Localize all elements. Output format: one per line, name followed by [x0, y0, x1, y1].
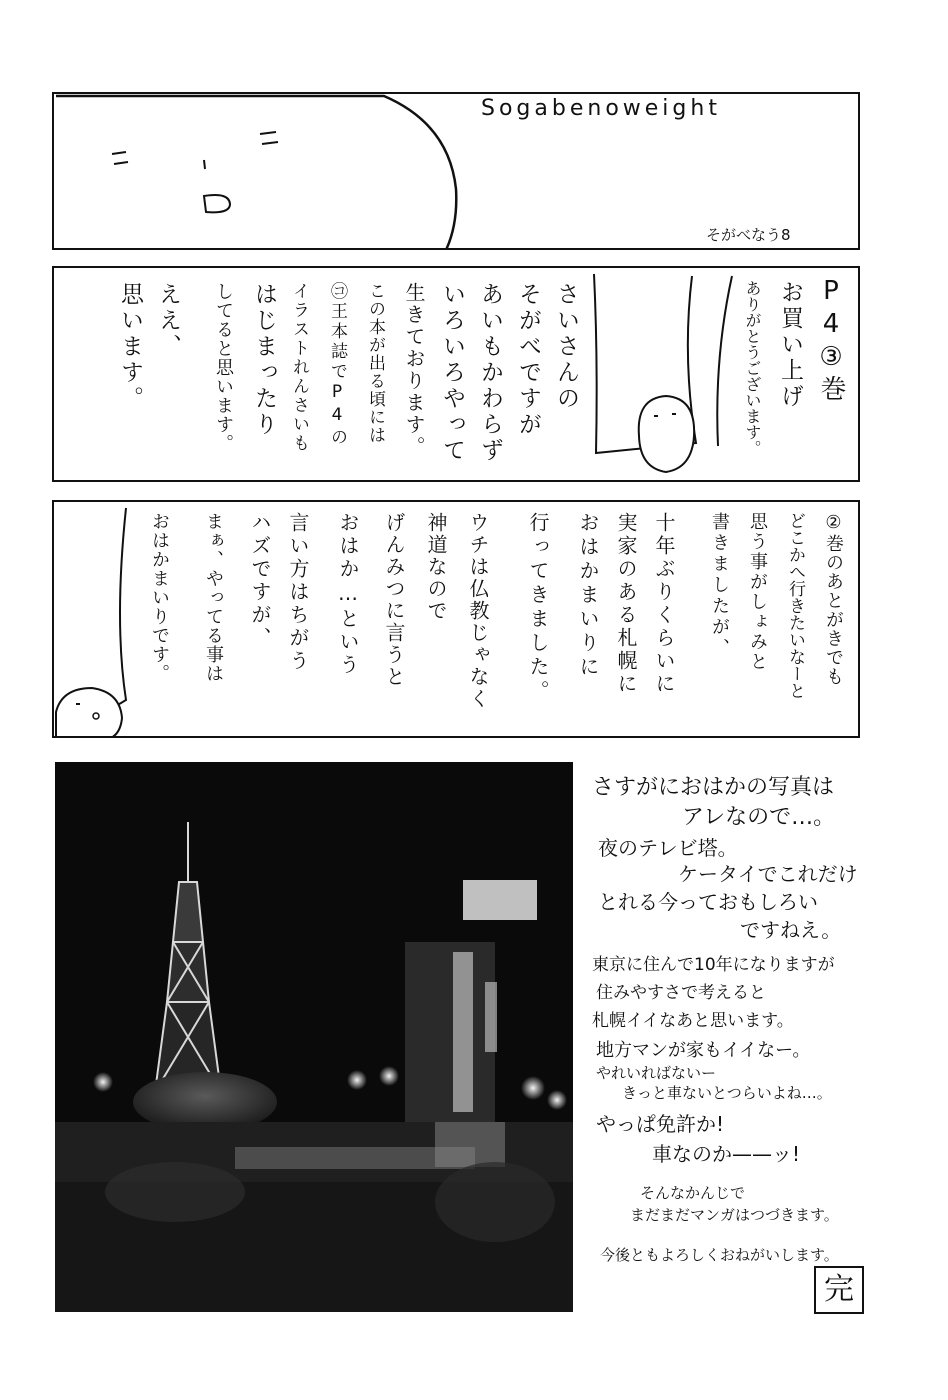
greeting-col-11: イラストれんさいも [289, 282, 309, 453]
note-line-16: まだまだマンガはつづきます。 [630, 1206, 839, 1224]
trip-col-6: 実家のある札幌に [614, 512, 638, 696]
note-line-6: ですねえ。 [740, 918, 842, 942]
note-line-9: 札幌イイなあと思います。 [592, 1011, 794, 1031]
face-eye-right-1 [260, 132, 276, 134]
greeting-col-3: ありがとうございます。 [743, 280, 762, 456]
trip-col-10: 神道なので [424, 512, 448, 622]
trip-col-2: どこかへ行きたいなーと [785, 512, 805, 699]
greeting-col-2: お買い上げ [777, 280, 803, 410]
face-eye-left-2 [114, 162, 128, 164]
note-line-7: 東京に住んで10年になりますが [592, 955, 835, 975]
note-line-12: きっと車ないとつらいよね…。 [622, 1084, 832, 1102]
note-line-2: アレなので…。 [682, 805, 836, 830]
note-line-14: 車なのか——ッ! [652, 1142, 801, 1166]
note-line-8: 住みやすさで考えると [596, 983, 766, 1003]
face-outline [56, 96, 456, 250]
night-tv-tower-photo [55, 762, 573, 1312]
greeting-col-7: いろいろやって [439, 282, 465, 464]
greeting-col-6: あいもかわらず [477, 282, 503, 464]
face-mouth [204, 195, 230, 212]
note-line-17: 今後ともよろしくおねがいします。 [600, 1246, 839, 1264]
note-line-11: やれいればないー [596, 1064, 717, 1082]
trip-col-8: 行ってきました。 [526, 512, 550, 704]
trip-col-15: まぁ、やってる事は [203, 512, 224, 683]
panel-sapporo-trip [52, 500, 860, 738]
trip-col-1: ②巻のあとがきでも [823, 512, 844, 686]
trip-col-13: 言い方はちがう [286, 512, 310, 673]
trip-col-7: おはかまいりに [576, 512, 600, 680]
trip-col-11: げんみつに言うと [382, 512, 406, 688]
panel-title: Sogabenoweight [481, 96, 721, 121]
face-eye-left-1 [112, 152, 126, 154]
speech-bubble-outline [106, 508, 126, 712]
greeting-col-13: してると思います。 [213, 282, 234, 453]
greeting-col-9: この本が出る頃には [365, 282, 385, 444]
note-line-1: さすがにおはかの写真は [592, 775, 835, 800]
panel-caption: そがべなう8 [706, 226, 791, 244]
greeting-col-1: P4③巻 [816, 276, 846, 404]
character-head [56, 688, 122, 738]
face-eye-right-2 [262, 142, 278, 144]
greeting-col-12: はじまったり [251, 282, 277, 438]
trip-col-14: ハズですが、 [248, 512, 272, 650]
trip-col-12: おはか…という [336, 512, 360, 677]
photo-scene [55, 762, 573, 1312]
trip-col-9: ウチは仏教じゃなく [466, 512, 490, 710]
speech-bubble-right [717, 276, 732, 446]
note-line-5: とれる今っておもしろい [598, 890, 818, 914]
greeting-col-5: そがべですが [515, 282, 541, 438]
trip-col-16: おはかまいりです。 [149, 512, 170, 683]
note-line-13: やっぱ免許か! [596, 1112, 725, 1136]
trip-col-5: 十年ぶりくらいに [652, 512, 676, 696]
greeting-col-14: ええ、 [155, 282, 181, 360]
note-line-15: そんなかんじで [640, 1184, 746, 1202]
note-line-10: 地方マンが家もイイなー。 [596, 1040, 811, 1061]
panel3-drawings [54, 502, 860, 738]
greeting-col-15: 思います。 [117, 282, 143, 412]
greeting-col-8: 生きております。 [402, 282, 426, 458]
panel-greeting [52, 266, 860, 482]
greeting-col-4: さいさんの [553, 282, 579, 412]
greeting-col-10: ㋙王本誌でP4の [327, 282, 347, 448]
note-line-4: ケータイでこれだけ [678, 862, 858, 886]
character-head [639, 396, 694, 472]
trip-col-3: 思う事がしょみと [747, 512, 768, 672]
trip-col-4: 書きましたが、 [709, 512, 730, 659]
end-mark: 完 [814, 1266, 864, 1314]
panel-top [52, 92, 860, 250]
face-nose [204, 160, 205, 169]
note-line-3: 夜のテレビ塔。 [598, 836, 738, 860]
